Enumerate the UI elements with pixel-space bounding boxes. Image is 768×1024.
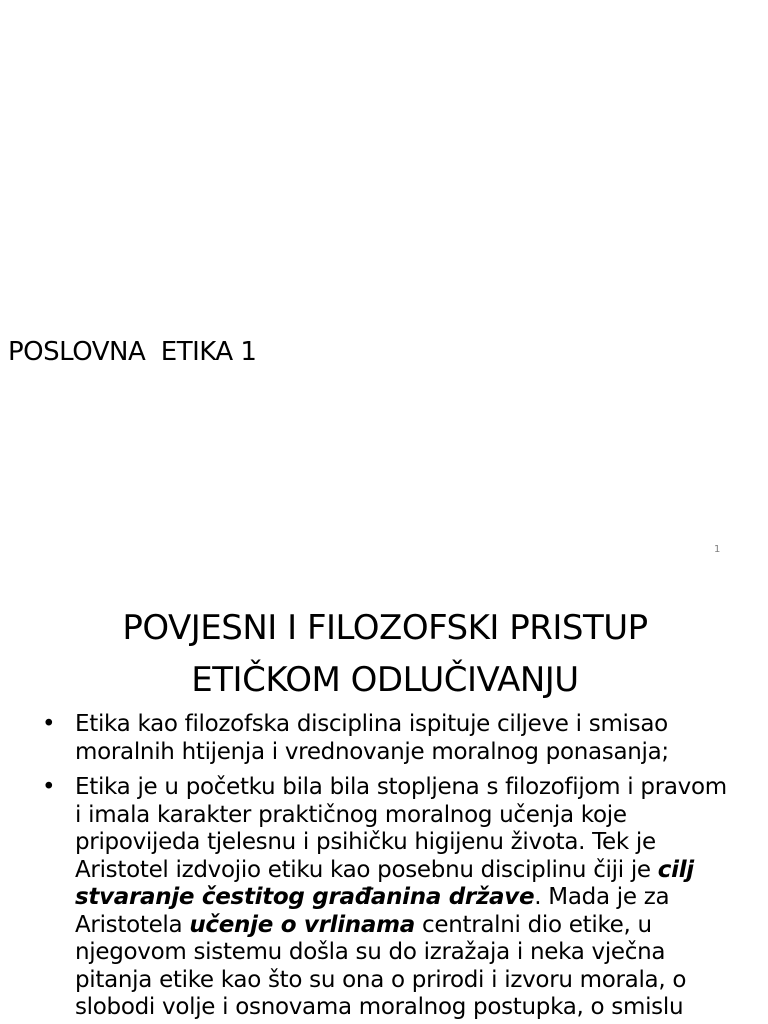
- slide1-title: POSLOVNA ETIKA 1: [8, 337, 257, 367]
- slide2-title-line1: POVJESNI I FILOZOFSKI PRISTUP: [122, 608, 648, 648]
- bullet-emphasis-2: učenje o vrlinama: [189, 911, 415, 938]
- bullet-text-part2: . Mada je za Aristotela: [75, 884, 670, 938]
- bullet-dot-icon: •: [42, 711, 56, 737]
- bullet-list: [42, 711, 732, 1024]
- bullet-emphasis-1: cilj stvaranje čestitog građanina države: [75, 856, 694, 910]
- bullet-item-2: [42, 774, 732, 1022]
- bullet-text: Etika kao filozofska disciplina ispituje ciljeve i smisao moralnih htijenja i vrednovanje moralnog ponasanja;: [75, 711, 669, 765]
- bullet-text-part1: Etika je u početku bila bila stopljena s filozofijom i pravom i imala karakter praktičnog moralnog učenja koje pripovijeda tjelesnu i psihičku higijenu života. Tek je Aristotel izdvojio etiku kao posebnu disciplinu čiji je: [75, 774, 727, 883]
- bullet-item-1: [42, 711, 732, 766]
- slide2-title-line2: ETIČKOM ODLUČIVANJU: [191, 660, 579, 700]
- bullet-dot-icon: •: [42, 774, 56, 800]
- page-number: 1: [714, 544, 721, 555]
- bullet-text-part3: centralni dio etike, u njegovom sistemu došla su do izražaja i neka vječna pitanja etike kao što su ona o prirodi i izvoru morala, o slobodi volje i osnovama moralnog postupka, o smislu: [75, 911, 687, 1020]
- slide2-title: [60, 602, 710, 706]
